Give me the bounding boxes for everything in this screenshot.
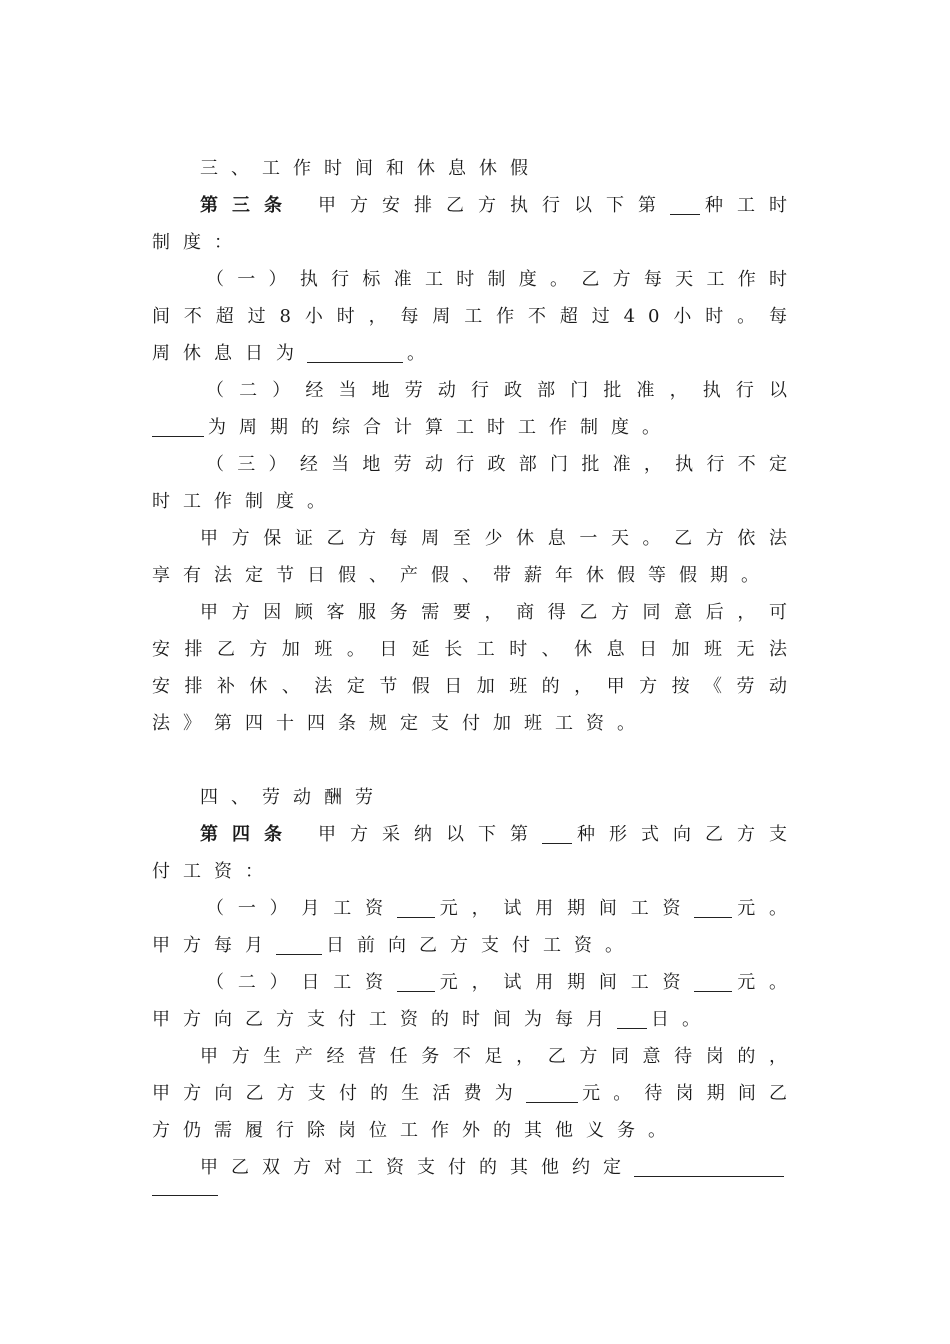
item-1-c: 元。甲方每月 <box>152 898 801 956</box>
article-4-item-2 <box>152 964 800 1038</box>
item-1-d: 日前向乙方支付工资。 <box>326 935 636 956</box>
paragraph-rest: 甲方保证乙方每周至少休息一天。乙方依法享有法定节日假、产假、带薪年休假等假期。 <box>152 528 800 586</box>
item-1-text-a: （一）执行标准工时制度。乙方每天工作时间不超过8小时，每周工作不超过40小时。每周休息日为 <box>152 269 800 364</box>
paragraph-other-agreement <box>152 1149 800 1186</box>
article-3-item-2 <box>152 372 800 446</box>
blank-monthly-probation-wage <box>694 897 732 918</box>
standby-text-a: 甲方生产经营任务不足，乙方同意待岗的，甲方向乙方支付的生活费为 <box>152 1046 800 1104</box>
blank-daily-wage <box>397 971 435 992</box>
blank-other-agreement <box>634 1156 784 1177</box>
paragraph-overtime: 甲方因顾客服务需要，商得乙方同意后，可安排乙方加班。日延长工时、休息日加班无法安排补休、法定节假日加班的，甲方按《劳动法》第四十四条规定支付加班工资。 <box>152 602 800 734</box>
other-agreement-text: 甲乙双方对工资支付的其他约定 <box>200 1157 634 1178</box>
blank-pay-form <box>542 823 572 844</box>
article-4-text-b: 种形式向乙方支付工资： <box>152 824 800 882</box>
document-page <box>152 150 800 1196</box>
article-3 <box>152 187 800 261</box>
article-3-item-1 <box>152 261 800 372</box>
blank-rest-day <box>307 342 403 363</box>
blank-hour-system <box>670 194 700 215</box>
article-3-item-3: （三）经当地劳动行政部门批准，执行不定时工作制度。 <box>152 454 800 512</box>
section-4-heading: 四、劳动酬劳 <box>200 787 386 808</box>
item-2-c: 元。甲方向乙方支付工资的时间为每月 <box>152 972 801 1030</box>
item-2-a: （二）日工资 <box>206 972 397 993</box>
article-3-text-b: 种工时制度： <box>152 195 800 253</box>
item-2-d: 日。 <box>651 1009 713 1030</box>
article-3-label: 第三条 <box>200 195 296 216</box>
item-2-text-b: 为周期的综合计算工时工作制度。 <box>208 417 673 438</box>
item-2-b: 元，试用期间工资 <box>438 972 695 993</box>
section-3-heading: 三、工作时间和休息休假 <box>200 158 541 179</box>
blank-monthly-wage <box>397 897 435 918</box>
blank-cycle <box>152 416 204 437</box>
article-4-text-a: 甲方采纳以下第 <box>318 824 542 845</box>
article-4-item-1 <box>152 890 800 964</box>
item-1-a: （一）月工资 <box>206 898 397 919</box>
blank-daily-pay-day <box>617 1008 647 1029</box>
item-2-text-a: （二）经当地劳动行政部门批准，执行以 <box>206 380 800 401</box>
standby-text-b: 元。待岗期间乙方仍需履行除岗位工作外的其他义务。 <box>152 1083 801 1141</box>
paragraph-standby <box>152 1038 800 1149</box>
item-1-b: 元，试用期间工资 <box>438 898 695 919</box>
item-1-text-b: 。 <box>407 343 438 364</box>
blank-other-agreement-continuation <box>152 1194 218 1196</box>
blank-daily-probation-wage <box>694 971 732 992</box>
article-3-text-a: 甲方安排乙方执行以下第 <box>318 195 670 216</box>
article-4-label: 第四条 <box>200 824 296 845</box>
section-gap <box>152 742 800 779</box>
blank-pay-day <box>276 934 322 955</box>
blank-living-allowance <box>526 1082 578 1103</box>
article-4 <box>152 816 800 890</box>
